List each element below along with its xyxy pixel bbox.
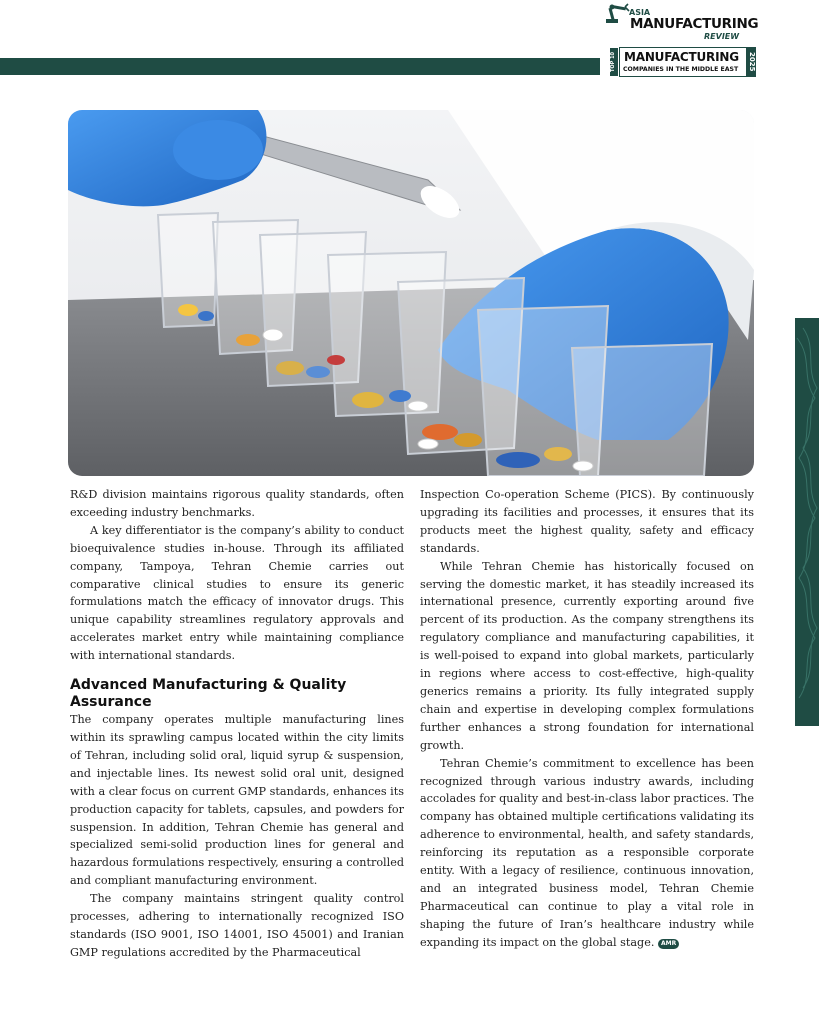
paragraph: A key differentiator is the company’s ability to conduct bioequivalence studies in-house. Through its affiliated company, Tampoya, Tehran Chemie carries out comparative clinical studies to ensure its generic formulations match the efficacy of innovator drugs. This unique capability streamlines regulatory approvals and accelerates market entry while maintaining compliance with international standards. [70, 523, 404, 663]
text-column-right [420, 486, 754, 952]
logo-review: REVIEW [704, 32, 740, 41]
paragraph: R&D division maintains rigorous quality standards, often exceeding industry benchmarks. [70, 488, 404, 519]
paragraph-text: Tehran Chemie’s commitment to excellence has been recognized through various industry awards, including accolades for quality and best-in-class labor practices. The company has obtained multiple certifications validating its adherence to environmental, health, and safety standards, reinforcing its reputation as a responsible corporate entity. With a legacy of resilience, continuous innovation, and an integrated business model, Tehran Chemie Pharmaceutical can continue to play a vital role in shaping the future of Iran’s healthcare industry while expanding its impact on the global stage. [420, 756, 754, 949]
paragraph: The company operates multiple manufacturing lines within its sprawling campus located within the city limits of Tehran, including solid oral, liquid syrup & suspension, and injectable lines. Its newest solid oral unit, designed with a clear focus on current GMP standards, enhances its production capacity for tablets, capsules, and powders for suspension. In addition, Tehran Chemie has general and specialized semi-solid production lines for general and hazardous formulations respectively, ensuring a controlled and compliant manufacturing environment. [70, 713, 404, 888]
lab-pills-illustration [68, 110, 754, 476]
paragraph: The company maintains stringent quality control processes, adhering to internationally recognized ISO standards (ISO 9001, ISO 14001, ISO 45001) and Iranian GMP regulations accredited by the Pharmaceutical [70, 892, 404, 959]
logo-asia: ASIA [629, 8, 651, 17]
award-title: MANUFACTURING [624, 50, 739, 64]
publication-logo [604, 0, 759, 78]
robot-arm-icon [604, 2, 630, 24]
logo-manufacturing: MANUFACTURING [630, 16, 759, 32]
end-mark-icon: AMR [658, 939, 679, 949]
side-decoration [795, 318, 819, 726]
hero-photo [68, 110, 754, 476]
paragraph: While Tehran Chemie has historically focused on serving the domestic market, it has steadily increased its international presence, currently exporting around five percent of its production. As the company strengthens its regulatory compliance and manufacturing capabilities, it is well-poised to expand into global markets, particularly in regions where access to cost-effective, high-quality generics remains a priority. Its fully integrated supply chain and expertise in developing complex formulations further enhances a strong foundation for international growth. [420, 559, 754, 752]
paragraph: Inspection Co-operation Scheme (PICS). By continuously upgrading its facilities and processes, it ensures that its products meet the highest quality, safety and efficacy standards. [420, 488, 754, 555]
paragraph [420, 755, 754, 952]
header-bar [0, 58, 600, 75]
text-column-left [70, 486, 404, 962]
award-year: 2025 [747, 47, 756, 77]
section-heading: Advanced Manufacturing & Quality Assurance [70, 677, 347, 711]
logo-top10: TOP 10 [610, 48, 618, 76]
award-subtitle: COMPANIES IN THE MIDDLE EAST [623, 66, 739, 73]
